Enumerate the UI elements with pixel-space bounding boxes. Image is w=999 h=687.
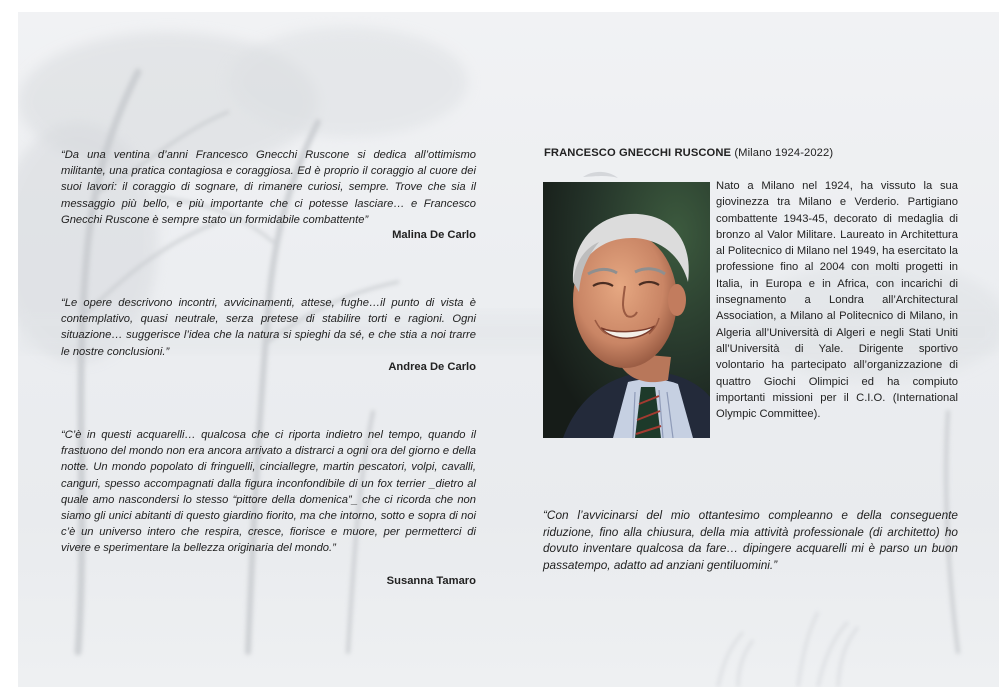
biography-title: [544, 147, 833, 159]
biography-text: Nato a Milano nel 1924, ha vissuto la sua giovinezza tra Milano e Verderio. Partigiano combattente 1943-45, decorato di medaglia di bronzo al Valor Militare. Laureato in Architettura al Politecnico di Milano nel 1949, ha esercitato la professione fino al 2004 con molti progetti in Italia, in Europa e in Africa, con incarichi di insegnamento a Londra all’Architectural Association, a Milano al Politecnico di Milano, in Algeria all’Università di Algeri e negli Stati Uniti all’Università di Yale. Dirigente sportivo volontario ha partecipato all’organizzazione di quattro Giochi Olimpici ed ha compiuto importanti missioni per il C.I.O. (International Olympic Committee).: [716, 180, 958, 421]
biography-years: (Milano 1924-2022): [734, 147, 834, 159]
quote-author-susanna-tamaro: Susanna Tamaro: [386, 575, 476, 587]
quote-susanna-tamaro: “C’è in questi acquarelli… qualcosa che ci riporta indietro nel tempo, quando il frastuono del mondo non era ancora arrivato a distrarci a ogni ora del giorno e della notte. Un mondo popolato di fringuelli, cinciallegre, martin pescatori, volpi, cavalli, canguri, spesso accompagnati dalla figura inconfondibile di un fox terrier _dietro al quale amo nascondersi lo stesso “pittore della domenica”_ che ci ricorda che non siamo gli unici abitanti di questo giardino fiorito, ma che intorno, sotto e sopra di noi c’è un universo intero che respira, cresce, fiorisce e muore, per permetterci di vivere e sperimentare la bellezza originaria del mondo.”: [61, 429, 476, 555]
biography-name: FRANCESCO GNECCHI RUSCONE: [544, 147, 732, 159]
brochure-page: [18, 12, 999, 687]
quote-andrea-de-carlo: “Le opere descrivono incontri, avvicinamenti, attese, fughe…il punto di vista è contemplativo, quasi neutrale, serza pretese di stabilire torti e ragioni. Ogni situazione… suggerisce l’idea che la natura si spieghi da sé, e che stia a noi trarre le nostre conclusioni.”: [61, 297, 476, 358]
quote-author-andrea-de-carlo: Andrea De Carlo: [388, 361, 476, 373]
portrait-illustration: [543, 182, 710, 438]
artist-quote: “Con l’avvicinarsi del mio ottantesimo compleanno e della conseguente riduzione, fino alla chiusura, della mia attività professionale (di architetto) ho dovuto inventare qualcosa da fare… dipingere acquarelli mi è parso un buon passatempo, adatto ad anziani gentiluomini.”: [543, 508, 958, 572]
quote-malina-de-carlo: “Da una ventina d’anni Francesco Gnecchi Ruscone si dedica all’ottimismo militante, una pratica contagiosa e coraggiosa. Ed è proprio il coraggio al cuore dei suoi lavori: il coraggio di sognare, di rimanere curiosi, sempre. Trove che sia il messaggio più bello, e più importante che ci potesse lasciare… e Francesco Gnecchi Ruscone è sempre stato un formidabile combattente”: [61, 149, 476, 226]
portrait-photo: [543, 182, 710, 438]
quote-author-malina-de-carlo: Malina De Carlo: [392, 229, 476, 241]
